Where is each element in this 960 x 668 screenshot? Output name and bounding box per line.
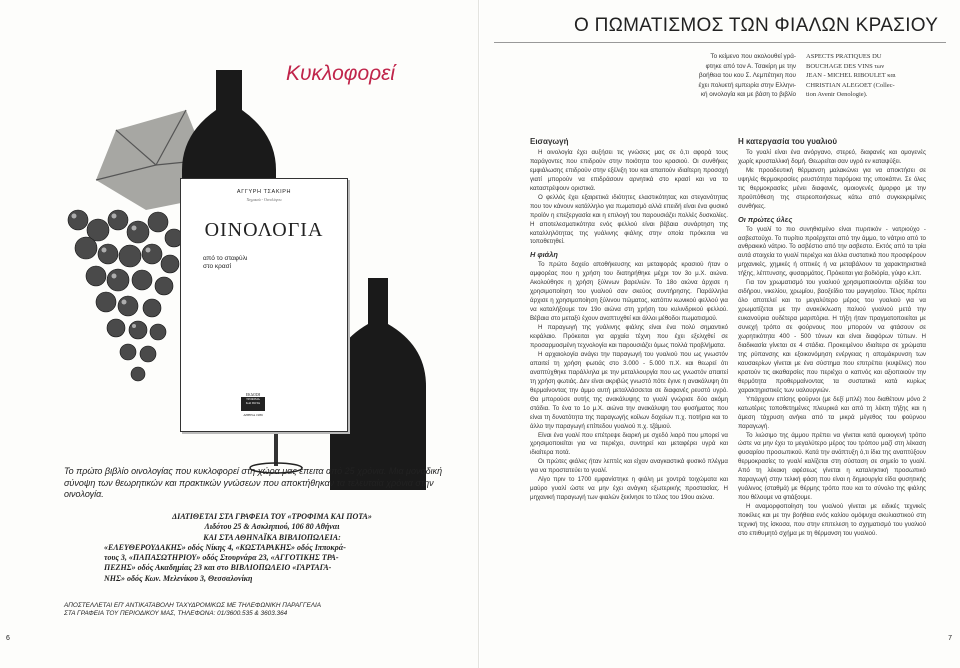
credit-greek: Το κείμενο που ακολουθεί γρά- φτηκε από τον Α. Τσακίρη με την βοήθεια του κου Σ. Λεμπέτηκη που έχει πολυετή εμπειρία στην Ελληνι- κή οινολογία και με βάση το βιβλίο	[698, 53, 796, 99]
credit-french: ASPECTS PRATIQUES DU BOUCHAGE DES VINS των JEAN - MICHEL RIBOULET και CHRISTIAN ALEGOET (Collec- tion Avenir Oenologie).	[806, 53, 896, 99]
article-paragraph: Υπάρχουν επίσης φούρνοι (με δεξί μπλέ) που διαθέτουν μόνο 2 κατωτέρες τοποθετημένες πλευρικά και από τη λέκτη τήξης και η άμεση τάχρυση ανήκει από τα μικρά μέγεθος του φούρνου παραγωγή.	[738, 395, 926, 430]
article-paragraph: Το λιώσιμο της άμμου πρέπει να γίνεται κατά ομοιογενή τρόπο ώστε να μην έχει το μεγαλύτερο μέρος του τρόπου μαζί στη λέκαση φυσαρίου προσωπικού. Κατά την ανάπτυξη ό,τι ίδια της αναπτύξουν θερμοκρασίες το γυαλί καλίζεται στη σύσταση σε σημείο το γυαλί. Από τη λέκακη αφέσεως γίνεται η καταληκτική προσωπικό παραγωγή στην τελική φάση που είναι η δημιουργία είδα φυσητικής γυάλινος (σταθμά) με θέρμης τρόπο που και το σύνολο της φιάλης που θέλουμε να φτιάξουμε.	[738, 431, 926, 502]
article-paragraph: Για τον χρωματισμό του γυαλιού χρησιμοποιούνται οξείδια του σιδήρου, νικελίου, χρωμίου, βαοξείδιο του μαγνησίου. Τέλος πρέπει όλο αποτελεί και το μεγαλύτερο μέρος του γυαλιού για να χρωματίζεται με την ανακύκλωση παλιού γυαλιού μετά την ευκανούρια ουδέτερα μαριπόρια. Η τήξη ήταν πραγματοποιείται με συνεχή τρόπο σε φούρνους που μπορούν να φτάσουν σε χωρητικότητα 400 - 500 τόνων και είναι διαφόρων τύπων. Η διαδικασία γίνεται σε 4 στάδια. Προκειμένου ιδιαίτερα σε χρώματα της ρύπανσης και εξοικονόμηση ενέργειας η απομάκρυνση των καυσαερίων γίνεται με ένα σύστημα που επιτρέπει (κυψέλες) που κρατούν τις ακαθαρσίες που περιέχει ο καπνός και αξιοποιούν την θερμότητα προθερμαίνοντας τα συστατικά κατά κυρίως χαρακτηριστικές των υαλουργιών.	[738, 279, 926, 394]
article-subheading: Η φιάλη	[530, 250, 558, 260]
mail-order-note: ΑΠΟΣΤΕΛΛΕΤΑΙ ΕΠ' ΑΝΤΙΚΑΤΑΒΟΛΗ ΤΑΧΥΔΡΟΜΙΚΩΣ ΜΕ ΤΗΛΕΦΩΝΙΚΗ ΠΑΡΑΓΓΕΛΙΑ ΣΤΑ ΓΡΑΦΕΙΑ ΤΟΥ ΠΕΡΙΟΔΙΚΟΥ ΜΑΣ, ΤΗΛΕΦΩΝΑ: 01/3600.535 & 3603.364	[64, 602, 322, 617]
article-column-1	[530, 138, 728, 503]
section-heading: Κυκλοφορεί	[286, 62, 396, 85]
article-headline: Ο ΠΩΜΑΤΙΣΜΟΣ ΤΩΝ ΦΙΑΛΩΝ ΚΡΑΣΙΟΥ	[574, 15, 939, 36]
book-author: ΑΓΓΥΡΗ ΤΣΑΚΙΡΗ	[236, 189, 292, 195]
publisher-logo: ΤΡΟΦΙΜΑ ΚΑΙ ΠΟΤΑ	[241, 397, 265, 411]
headline-rule	[494, 42, 946, 43]
article-paragraph: Το γυαλί το πιο συνηθισμένο είναι πυριτικόν - νατριούχο - ασβεστούχο. Το πυρίτιο προέρχεται από την άμμο, το νάτριο από το ανθρακικό νάτριο. Το ασβέστιο από την ασβεστο. Εκτός από τα τρία αυτά στοιχεία το γυαλί περιέχει και άλλα συστατικά που προσφέρουν μηχανικές, χημικές ή οπτικές ή να μεταβάλουν τα χαρακτηριστικά τήξης, λέπτυνσης, φυσαρμάτος. Πρόκειται για βοδιόρία, γύψο κ.λπ.	[738, 225, 926, 278]
article-paragraph: Λίγο πριν το 1700 εμφανίστηκε η φιάλη με χοντρά τοιχώματα και μαύρο γυαλί ώστε να μην έχει ανάγκη εξωτερικής προστασίας. Η μηχανική παραγωγή των φιαλών ξεκίνησε το τέλος του 19ου αιώνα.	[530, 476, 728, 502]
article-paragraph: Με προοδευτική θέρμανση μαλακώνει για να αποκτήσει σε υψηλές θερμοκρασίες ρευστότητα παρόμοια της υποκάπνι. Σε όλες τις θερμοκρασίες μένει διαφανές, ομοιογενές άμορφο με την προϋπόθεση της στερεοποιήσεως κάτω από συγκεκριμένες συνθήκες.	[738, 166, 926, 210]
publisher-note: ΕΚΔΟΣΗ	[245, 393, 261, 397]
article-paragraph: Η παραγωγή της γυάλινης φιάλης είναι ένα πολύ σημαντικό κεφάλαιο. Πρόκειται για αρχαία τέχνη που έχει εξελιχθεί σε προσαρμοσμένη τεχνολογία και παρουσιάζει όμως πολλά προβλήματα.	[530, 324, 728, 349]
article-subheading: Οι πρώτες ύλες	[738, 214, 793, 224]
article-paragraph: Η οινολογία έχει αυξήσει τις γνώσεις μας σε ό,τι αφορά τους παράγοντες που επιδρούν στην ποιότητα του κρασιού. Οι συνθήκες εμφιάλωσης επιδρούν στην εξέλιξη του και απαιτούν ιδιαίτερη προσοχή γιατί μπορούν να επιδράσουν αρνητικά στο κρασί και να το καταστρέψουν οριστικά.	[530, 148, 728, 192]
article-paragraph: Η αρχαιολογία ανάγει την παραγωγή του γυαλιού που ως γνωστόν απαιτεί τη χρήση φωτιάς στο 3.000 - 5.000 π.Χ. και θεωρεί ότι αναπτύχθηκε παράλληλα με την μεταλλουργία που ως γνωστόν απαιτεί τη χρήση φωτιάς. Δεν είναι ακριβώς γνωστό πότε έγινε η ανακάλυψη ότι θερμαίνοντας την άμμο αυτή μεταλλάσσεται σε διαφανές ρευστό υγρό. Θα μπορούσε αυτής της ανακάλυψης το γυαλί γνώρισε δύο ακόμη στάδια. Το ένα το 1ο μ.Χ. αιώνα την ανακάλυψη του φυσήματος που είναι τη δυνατότητα της παραγωγής κοίλων δοχείων π.χ. ποτήρια και το άλλο την παραγωγή επίπεδου γυαλιού π.χ. τζάμιού.	[530, 350, 728, 430]
article-paragraph: Ο φελλός έχει εξαιρετικά ιδιότητες ελαστικότητας και στεγανότητας που τον κάνουν κατάλληλο για πωματισμό αλλά επειδή είναι ένα φυσικό προϊόν η επεξεργασία και η επιλογή του παρουσιάζει πολλές δυσκολίες. Η αποτελεσματικότητα ενός φελλού είναι βέβαια συνάρτηση της καταλληλότητας της γυάλινης φιάλης στην οποία πρόκειται να τοποθετηθεί.	[530, 193, 728, 246]
book-author-subtitle: Χημικού - Οινολόγου	[246, 197, 282, 202]
distribution-info: ΔΙΑΤΙΘΕΤΑΙ ΣΤΑ ΓΡΑΦΕΙΑ ΤΟΥ «ΤΡΟΦΙΜΑ ΚΑΙ ΠΟΤΑ» Λιδότου 25 & Ασκληπιού, 106 80 Αθήναι ΚΑΙ ΣΤΑ ΑΘΗΝΑΪΚΑ ΒΙΒΛΙΟΠΩΛΕΙΑ: «ΕΛΕΥΘΕΡΟΥΔΑΚΗΣ» οδός Νίκης 4, «ΚΩΣΤΑΡΑΚΗΣ» οδός Ιπποκρά- τους 3, «ΠΑΠΑΣΩΤΗΡΙΟΥ» οδός Στουρνάρα 23, «ΑΓΓΟΤΙΚΗΣ ΤΡΑ- ΠΕΖΗΣ» οδός Ακαδημίας 23 και στο ΒΙΒΛΙΟΠΩΛΕΙΟ «ΓΑΡΤΑΓΑ- ΝΗΣ» οδός Κων. Μελενίκου 3, Θεσσαλονίκη	[104, 512, 372, 583]
article-paragraph: Είναι ένα γυαλί που επέτρεψε διαρκή με σχεδό λιαρό που μπορεί να χρησιμοποιείται για να περιέχει, συντηρεί και μεταφέρει υγρά και ιδιαίτερα ποτά.	[530, 431, 728, 457]
page-number-right: 7	[948, 635, 952, 642]
article-paragraph: Η αναμορφοποίηση του γυαλιού γίνεται με ειδικές τεχνικές ποικίλες και με την βοήθεια ενός καλίου ομόψυχα σκυλιαστικού στη τεχνική της ίσκοσα, που στην επιτελεση το σχηματισμό του γυαλιού στο επιθυμητό σχήμα με τη θέρμανση του γυαλιού.	[738, 503, 926, 537]
article-paragraph: Το πρώτο δοχείο αποθήκευσης και μεταφοράς κρασιού ήταν ο αμφορέας που η χρήση του διατηρήθηκε μέχρι τον 3ο μ.Χ. αιώνα. Ακολούθησε η χρήση ξύλινων βαρελιών. Το 18ο αιώνα άρχισε η χρησιμοποίηση του γυαλιού σαν σκεύος συντήρησης. Παράλληλα άρχισε η χρησιμοποίηση ξύλινου πώματος, κατόπιν κωνικού φελλού για να καταλήξουμε τον 19ο αιώνα στη χρήση του κυλινδρικού φελλού. Βέβαια στο μεταξύ έχουν αναπτυχθεί και άλλοι μέθοδοι πωματισμού.	[530, 261, 728, 323]
article-subheading: Εισαγωγή	[530, 137, 569, 146]
left-page	[0, 0, 479, 668]
article-column-2	[738, 138, 926, 539]
article-paragraph: Οι πρώτες φιάλες ήταν λεπτές και είχαν αναγκαστικά φυσικό πλέγμα για να προστατεύει το γυαλί.	[530, 458, 728, 475]
article-subheading: Η κατεργασία του γυαλιού	[738, 137, 837, 146]
book-caption: Το πρώτο βιβλίο οινολογίας που κυκλοφορεί στη χώρα μας έπειτα από 25 χρόνια. Μια μοναδική σύνοψη των θεωρητικών και πρακτικών γνώσεων που αποκτήθηκαν τα τελευταία χρόνια στην οινολογία.	[64, 466, 443, 499]
book-title: ΟΙΝΟΛΟΓΙΑ	[204, 219, 324, 241]
article-paragraph: Το γυαλί είναι ένα ανόργανο, στερεό, διαφανές και ομογενές χωρίς κρυσταλλική δομή. Θεωρείται σαν υγρό εν καταψύξει.	[738, 148, 926, 165]
book-cover	[180, 178, 348, 432]
page-number-left: 6	[6, 635, 10, 642]
book-city-year: ΑΘΗΝΑ 1986	[243, 413, 263, 417]
book-subtitle: από το σταφύλι στο κρασί	[203, 255, 248, 270]
